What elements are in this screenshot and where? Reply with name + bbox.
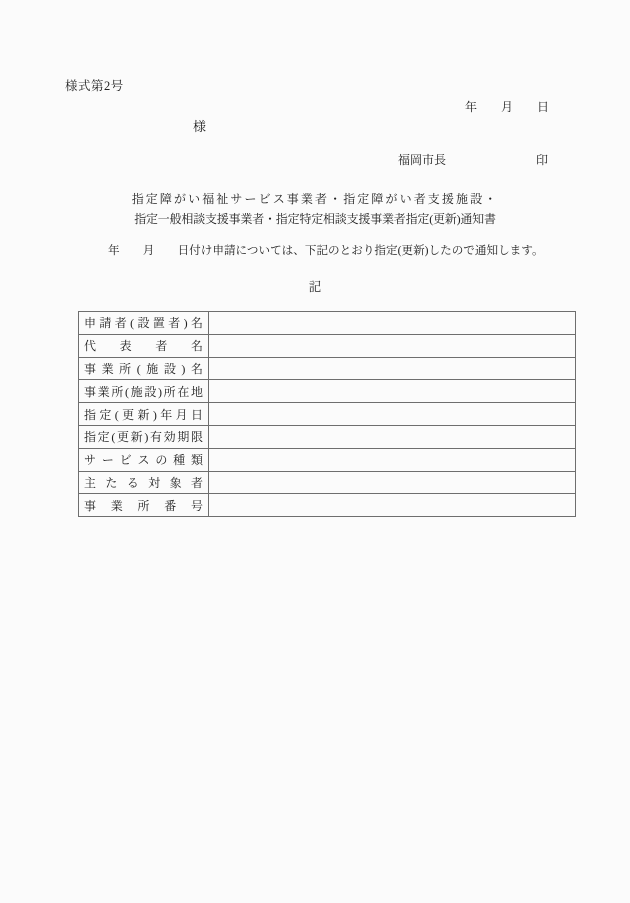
row-label: サービスの種類: [79, 448, 209, 471]
document-title-line-2: 指定一般相談支援事業者・指定特定相談支援事業者指定(更新)通知書: [134, 212, 496, 226]
table-row-office-address: [79, 380, 576, 403]
table-row-main-target: [79, 471, 576, 494]
issuer-name: 福岡市長: [398, 153, 447, 167]
row-label: 指定(更新)年月日: [79, 403, 209, 426]
row-label: 事業所番号: [79, 494, 209, 517]
notice-body-text: 年 月 日付け申請については、下記のとおり指定(更新)したので通知します。: [108, 244, 544, 257]
row-value: [209, 357, 576, 380]
row-value: [209, 494, 576, 517]
row-label: 事業所(施設)所在地: [79, 380, 209, 403]
document-title-line-1: 指定障がい福祉サービス事業者・指定障がい者支援施設・: [131, 192, 499, 206]
table-row-office-number: [79, 494, 576, 517]
table-row-office-name: [79, 357, 576, 380]
row-value: [209, 448, 576, 471]
row-value: [209, 334, 576, 357]
table-row-service-type: [79, 448, 576, 471]
row-value: [209, 403, 576, 426]
section-marker-ki: 記: [308, 280, 322, 294]
row-label: 主たる対象者: [79, 471, 209, 494]
table-row-applicant-name: [79, 312, 576, 335]
issue-date-blank: 年 月 日: [464, 100, 549, 114]
row-label: 指定(更新)有効期限: [79, 425, 209, 448]
document-title: [0, 189, 630, 229]
issuer-row: [398, 151, 548, 168]
table-row-representative-name: [79, 334, 576, 357]
designation-info-table: [78, 311, 576, 517]
row-value: [209, 425, 576, 448]
table-row-designation-date: [79, 403, 576, 426]
row-value: [209, 471, 576, 494]
row-label: 申請者(設置者)名: [79, 312, 209, 335]
seal-placeholder: 印: [535, 153, 548, 167]
addressee-honorific: 様: [193, 119, 207, 134]
row-value: [209, 312, 576, 335]
row-value: [209, 380, 576, 403]
row-label: 事業所(施設)名: [79, 357, 209, 380]
row-label: 代表者名: [79, 334, 209, 357]
table-row-designation-expiry: [79, 425, 576, 448]
form-number-label: 様式第2号: [65, 79, 124, 93]
